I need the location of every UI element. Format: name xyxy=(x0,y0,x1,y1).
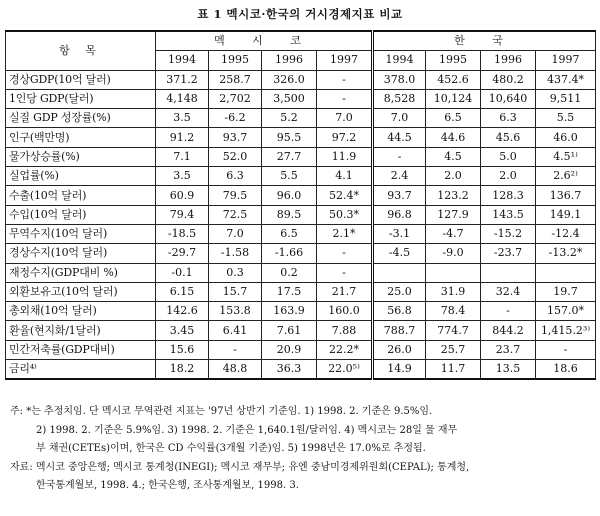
mexico-cell: -29.7 xyxy=(156,244,209,263)
table-title: 표 1 멕시코·한국의 거시경제지표 비교 xyxy=(197,7,403,21)
mexico-cell: 60.9 xyxy=(156,186,209,205)
mexico-cell: 6.5 xyxy=(262,224,317,243)
korea-cell: 437.4* xyxy=(536,70,596,89)
mexico-cell: 22.2* xyxy=(317,340,373,359)
mexico-cell: 3.5 xyxy=(156,167,209,186)
table-row xyxy=(6,321,596,340)
table-row xyxy=(6,70,596,89)
mexico-cell: 6.41 xyxy=(209,321,262,340)
korea-cell: 32.4 xyxy=(481,282,536,301)
korea-cell: 6.5 xyxy=(426,109,481,128)
table-row xyxy=(6,340,596,359)
row-label: 인구(백만명) xyxy=(6,128,156,147)
table-row xyxy=(6,224,596,243)
mexico-cell: 15.6 xyxy=(156,340,209,359)
table-row xyxy=(6,109,596,128)
row-label: 물가상승률(%) xyxy=(6,147,156,166)
korea-cell: -15.2 xyxy=(481,224,536,243)
korea-cell: 7.0 xyxy=(373,109,426,128)
mexico-cell: 160.0 xyxy=(317,302,373,321)
table-row xyxy=(6,128,596,147)
table-row xyxy=(6,244,596,263)
korea-cell: 56.8 xyxy=(373,302,426,321)
row-label: 경상수지(10억 달러) xyxy=(6,244,156,263)
korea-cell: -9.0 xyxy=(426,244,481,263)
korea-cell xyxy=(536,263,596,282)
korea-cell: 2.4 xyxy=(373,167,426,186)
mexico-cell: 4.1 xyxy=(317,167,373,186)
row-label: 실질 GDP 성장률(%) xyxy=(6,109,156,128)
korea-cell: 31.9 xyxy=(426,282,481,301)
year-header: 1994 xyxy=(156,51,209,70)
korea-header: 한 국 xyxy=(373,31,596,51)
mexico-cell: - xyxy=(209,340,262,359)
mexico-cell: 52.0 xyxy=(209,147,262,166)
row-label: 환율(현지화/1달러) xyxy=(6,321,156,340)
korea-cell: -13.2* xyxy=(536,244,596,263)
korea-cell: 13.5 xyxy=(481,360,536,380)
korea-cell: -3.1 xyxy=(373,224,426,243)
korea-cell: 19.7 xyxy=(536,282,596,301)
mexico-cell: 6.15 xyxy=(156,282,209,301)
table-row xyxy=(6,263,596,282)
korea-cell: 44.6 xyxy=(426,128,481,147)
korea-cell: -23.7 xyxy=(481,244,536,263)
year-header: 1995 xyxy=(209,51,262,70)
korea-cell: 5.0 xyxy=(481,147,536,166)
korea-cell xyxy=(373,263,426,282)
mexico-cell: 0.2 xyxy=(262,263,317,282)
mexico-cell: - xyxy=(317,263,373,282)
mexico-cell: 5.2 xyxy=(262,109,317,128)
mexico-cell: 371.2 xyxy=(156,70,209,89)
year-header: 1994 xyxy=(373,51,426,70)
korea-cell: 5.5 xyxy=(536,109,596,128)
table-row xyxy=(6,302,596,321)
korea-cell: 26.0 xyxy=(373,340,426,359)
mexico-cell: 96.0 xyxy=(262,186,317,205)
mexico-cell: -6.2 xyxy=(209,109,262,128)
footnote-line: 주: *는 추정치임. 단 멕시코 무역관련 지표는 '97년 상반기 기준임. 1) 1998. 2. 기준은 9.5%임. xyxy=(10,406,433,417)
mexico-cell: 7.88 xyxy=(317,321,373,340)
footnote-line: 부 채권(CETEs)이며, 한국은 CD 수익률(3개월 기준)임. 5) 1998년은 17.0%로 추정됨. xyxy=(36,443,426,454)
mexico-cell: 72.5 xyxy=(209,205,262,224)
korea-cell: -4.5 xyxy=(373,244,426,263)
korea-cell: 2.6²⁾ xyxy=(536,167,596,186)
korea-cell: 378.0 xyxy=(373,70,426,89)
mexico-cell: 326.0 xyxy=(262,70,317,89)
row-label: 외환보유고(10억 달러) xyxy=(6,282,156,301)
korea-cell: - xyxy=(373,147,426,166)
mexico-cell: - xyxy=(317,244,373,263)
mexico-cell: 7.61 xyxy=(262,321,317,340)
mexico-cell: 36.3 xyxy=(262,360,317,380)
mexico-cell: 6.3 xyxy=(209,167,262,186)
mexico-cell: 3,500 xyxy=(262,89,317,108)
korea-cell: -12.4 xyxy=(536,224,596,243)
mexico-cell: 20.9 xyxy=(262,340,317,359)
mexico-cell: 89.5 xyxy=(262,205,317,224)
source-line: 한국통계월보, 1998. 4.; 한국은행, 조사통계월보, 1998. 3. xyxy=(36,480,299,491)
header-group-row xyxy=(6,31,596,51)
mexico-cell: 3.5 xyxy=(156,109,209,128)
korea-cell: 2.0 xyxy=(426,167,481,186)
table-row xyxy=(6,147,596,166)
korea-cell: 480.2 xyxy=(481,70,536,89)
korea-cell xyxy=(481,263,536,282)
item-header: 항 목 xyxy=(6,31,156,70)
korea-cell: 452.6 xyxy=(426,70,481,89)
korea-cell: 96.8 xyxy=(373,205,426,224)
korea-cell: 2.0 xyxy=(481,167,536,186)
korea-cell: 14.9 xyxy=(373,360,426,380)
mexico-cell: 7.0 xyxy=(209,224,262,243)
mexico-cell: 95.5 xyxy=(262,128,317,147)
mexico-cell: 5.5 xyxy=(262,167,317,186)
korea-cell: 8,528 xyxy=(373,89,426,108)
mexico-cell: -1.66 xyxy=(262,244,317,263)
korea-cell: 23.7 xyxy=(481,340,536,359)
mexico-cell: -18.5 xyxy=(156,224,209,243)
row-label: 실업률(%) xyxy=(6,167,156,186)
korea-cell: 25.0 xyxy=(373,282,426,301)
mexico-cell: 0.3 xyxy=(209,263,262,282)
mexico-cell: 11.9 xyxy=(317,147,373,166)
korea-cell: 18.6 xyxy=(536,360,596,380)
mexico-cell: 18.2 xyxy=(156,360,209,380)
year-header: 1996 xyxy=(481,51,536,70)
korea-cell: - xyxy=(536,340,596,359)
table-row xyxy=(6,282,596,301)
korea-cell: 774.7 xyxy=(426,321,481,340)
year-header: 1997 xyxy=(536,51,596,70)
korea-cell: 93.7 xyxy=(373,186,426,205)
mexico-cell: 97.2 xyxy=(317,128,373,147)
macro-indicator-table xyxy=(5,30,596,380)
mexico-cell: -1.58 xyxy=(209,244,262,263)
korea-cell: 45.6 xyxy=(481,128,536,147)
table-row xyxy=(6,89,596,108)
korea-cell: 4.5 xyxy=(426,147,481,166)
row-label: 1인당 GDP(달러) xyxy=(6,89,156,108)
mexico-cell: 163.9 xyxy=(262,302,317,321)
korea-cell: 143.5 xyxy=(481,205,536,224)
mexico-cell: 91.2 xyxy=(156,128,209,147)
year-header: 1995 xyxy=(426,51,481,70)
mexico-cell: 93.7 xyxy=(209,128,262,147)
source-line: 자료: 멕시코 중앙은행; 멕시코 통계청(INEGI); 멕시코 재무부; 유엔 중남미경제위원회(CEPAL); 통계청, xyxy=(10,461,470,473)
mexico-cell: 79.4 xyxy=(156,205,209,224)
table-row xyxy=(6,167,596,186)
korea-cell: 25.7 xyxy=(426,340,481,359)
mexico-cell: 15.7 xyxy=(209,282,262,301)
mexico-cell: 22.0⁵⁾ xyxy=(317,360,373,380)
footnotes xyxy=(10,403,592,496)
mexico-cell: 153.8 xyxy=(209,302,262,321)
korea-cell: -4.7 xyxy=(426,224,481,243)
korea-cell: 9,511 xyxy=(536,89,596,108)
table-row xyxy=(6,360,596,380)
mexico-cell: 7.1 xyxy=(156,147,209,166)
row-label: 수입(10억 달러) xyxy=(6,205,156,224)
mexico-cell: 3.45 xyxy=(156,321,209,340)
mexico-cell: 48.8 xyxy=(209,360,262,380)
korea-cell: 844.2 xyxy=(481,321,536,340)
footnote-line: 2) 1998. 2. 기준은 5.9%임. 3) 1998. 2. 기준은 1,640.1원/달러임. 4) 멕시코는 28일 물 재무 xyxy=(36,424,458,436)
year-header: 1997 xyxy=(317,51,373,70)
mexico-cell: 17.5 xyxy=(262,282,317,301)
korea-cell: 157.0* xyxy=(536,302,596,321)
mexico-cell: 52.4* xyxy=(317,186,373,205)
korea-cell: 46.0 xyxy=(536,128,596,147)
mexico-cell: 21.7 xyxy=(317,282,373,301)
korea-cell: 136.7 xyxy=(536,186,596,205)
korea-cell: 149.1 xyxy=(536,205,596,224)
korea-cell: 44.5 xyxy=(373,128,426,147)
korea-cell: 128.3 xyxy=(481,186,536,205)
mexico-cell: 50.3* xyxy=(317,205,373,224)
mexico-cell: 27.7 xyxy=(262,147,317,166)
korea-cell: 11.7 xyxy=(426,360,481,380)
year-header: 1996 xyxy=(262,51,317,70)
korea-cell: 1,415.2³⁾ xyxy=(536,321,596,340)
row-label: 금리⁴⁾ xyxy=(6,360,156,380)
mexico-cell: 2.1* xyxy=(317,224,373,243)
table-row xyxy=(6,205,596,224)
mexico-cell: 4,148 xyxy=(156,89,209,108)
korea-cell: 10,640 xyxy=(481,89,536,108)
row-label: 재정수지(GDP대비 %) xyxy=(6,263,156,282)
korea-cell: 6.3 xyxy=(481,109,536,128)
mexico-cell: -0.1 xyxy=(156,263,209,282)
mexico-cell: 79.5 xyxy=(209,186,262,205)
row-label: 경상GDP(10억 달러) xyxy=(6,70,156,89)
korea-cell: 10,124 xyxy=(426,89,481,108)
mexico-cell: 2,702 xyxy=(209,89,262,108)
mexico-cell: - xyxy=(317,70,373,89)
row-label: 민간저축률(GDP대비) xyxy=(6,340,156,359)
korea-cell: 78.4 xyxy=(426,302,481,321)
korea-cell: 4.5¹⁾ xyxy=(536,147,596,166)
korea-cell xyxy=(426,263,481,282)
row-label: 무역수지(10억 달러) xyxy=(6,224,156,243)
mexico-cell: 258.7 xyxy=(209,70,262,89)
row-label: 수출(10억 달러) xyxy=(6,186,156,205)
mexico-cell: 7.0 xyxy=(317,109,373,128)
korea-cell: 123.2 xyxy=(426,186,481,205)
mexico-header: 멕 시 코 xyxy=(156,31,373,51)
mexico-cell: - xyxy=(317,89,373,108)
korea-cell: 788.7 xyxy=(373,321,426,340)
korea-cell: - xyxy=(481,302,536,321)
table-body xyxy=(6,70,596,379)
mexico-cell: 142.6 xyxy=(156,302,209,321)
korea-cell: 127.9 xyxy=(426,205,481,224)
table-row xyxy=(6,186,596,205)
row-label: 총외채(10억 달러) xyxy=(6,302,156,321)
